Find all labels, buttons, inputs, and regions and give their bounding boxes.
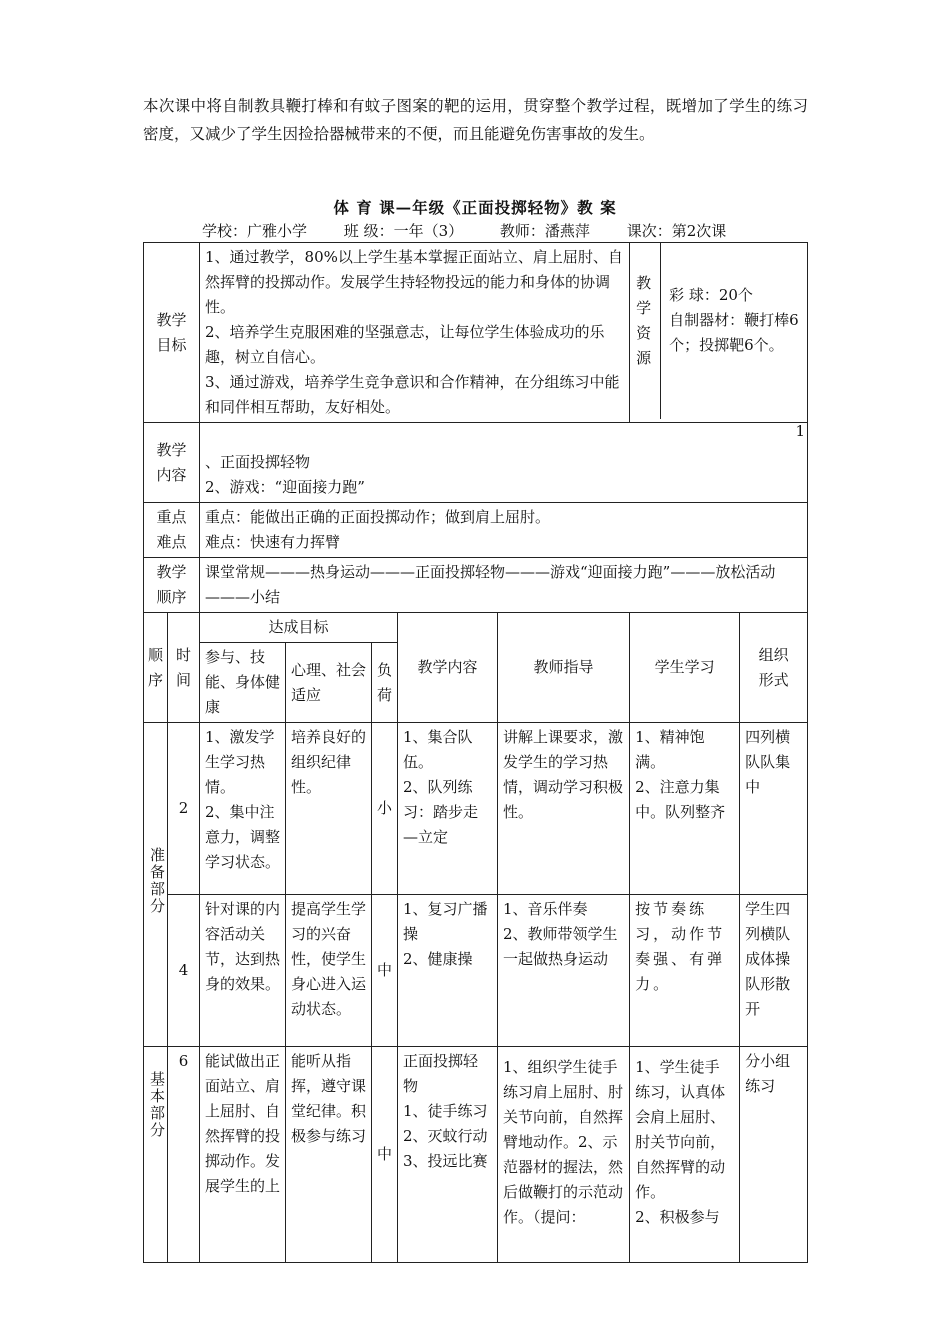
key-label: 重点 难点 [144,503,200,558]
intro-paragraph: 本次课中将自制教具鞭打棒和有蚊子图案的靶的运用，贯穿整个教学过程，既增加了学生的练习密度，又减少了学生因捡拾器械带来的不便，而且能避免伤害事故的发生。 [143,97,808,143]
row-goal1: 能试做出正面站立、肩上屈肘、自然挥臂的投掷动作。发展学生的上 [200,1047,286,1263]
resource-label: 教学资源 [630,243,661,419]
row-org: 学生四列横队成体操队形散开 [740,895,808,1047]
row-content: 1、复习广播操 2、健康操 [398,895,498,1047]
header-goal-group: 达成目标 [200,613,398,643]
row-content: 1、集合队伍。 2、队列练习：踏步走—立定 [398,723,498,895]
row-student: 按节奏练习，动作节奏强、有弹力。 [630,895,740,1047]
header-teacher: 教师指导 [498,613,630,723]
row-student: 1、学生徒手练习，认真体会肩上屈肘、肘关节向前，自然挥臂的动作。 2、积极参与 [630,1047,740,1263]
page-title: 体 育 课—年级《正面投掷轻物》教 案 [333,198,617,217]
key-row [144,503,808,558]
row-goal1: 1、激发学生学习热情。 2、集中注意力，调整学习状态。 [200,723,286,895]
content-text: 、正面投掷轻物 2、游戏：“迎面接力跑” [205,453,365,496]
teacher-info: 教师：潘燕萍 [499,222,590,240]
content-text-cell [200,423,808,503]
row-goal1: 针对课的内容活动关节，达到热身的效果。 [200,895,286,1047]
corner-number: 1 [795,422,806,440]
row-content: 正面投掷轻物 1、徒手练习 2、灭蚊行动 3、投远比赛 [398,1047,498,1263]
row-time: 6 [168,1047,200,1263]
row-teacher: 1、音乐伴奏 2、教师带领学生一起做热身运动 [498,895,630,1047]
row-org: 分小组练习 [740,1047,808,1263]
row-goal2: 培养良好的组织纪律性。 [286,723,372,895]
goals-row [144,243,808,423]
resource-text: 彩 球：20个 自制器材：鞭打棒6个；投掷靶6个。 [669,286,799,354]
school-info: 学校：广雅小学 [202,222,308,240]
table-row [144,723,808,895]
lesson-plan-table [143,242,808,1263]
section-prep-label: 准备部分 [148,846,166,915]
header-student: 学生学习 [630,613,740,723]
content-row [144,423,808,503]
row-time: 4 [168,895,200,1047]
header-content: 教学内容 [398,613,498,723]
header-time: 时间 [168,613,200,723]
header-seq: 顺序 [144,613,168,723]
row-teacher: 1、组织学生徒手练习肩上屈肘、肘关节向前，自然挥臂地动作。2、示范器材的握法，然后做鞭打的示范动作。（提问： [498,1047,630,1263]
row-goal2: 能听从指挥，遵守课堂纪律。积极参与练习 [286,1047,372,1263]
row-goal2: 提高学生学习的兴奋性，使学生身心进入运动状态。 [286,895,372,1047]
table-row [144,895,808,1047]
section-basic-label: 基本部分 [148,1071,166,1139]
order-label: 教学 顺序 [144,558,200,613]
row-student: 1、精神饱满。 2、注意力集中。队列整齐 [630,723,740,895]
order-row [144,558,808,613]
row-load: 中 [372,895,398,1047]
table-row [144,1047,808,1263]
row-org: 四列横队队集中 [740,723,808,895]
row-time: 2 [168,723,200,895]
header-row-1 [144,613,808,643]
row-teacher: 讲解上课要求，激发学生的学习热情，调动学习积极性。 [498,723,630,895]
resource-cell [630,243,808,423]
row-load: 中 [372,1047,398,1263]
header-goal2: 心理、社会适应 [286,643,372,723]
lesson-info [202,220,758,241]
header-load: 负荷 [372,643,398,723]
row-load: 小 [372,723,398,895]
class-info: 班 级：一年（3） [343,222,464,240]
key-text: 重点：能做出正确的正面投掷动作；做到肩上屈肘。 难点：快速有力挥臂 [200,503,808,558]
header-org: 组织形式 [740,613,808,723]
lesson-number: 课次：第2次课 [626,222,727,240]
header-goal1: 参与、技能、身体健康 [200,643,286,723]
order-text: 课堂常规———热身运动———正面投掷轻物———游戏“迎面接力跑”———放松活动———小结 [200,558,808,613]
section-prep [144,723,168,1047]
section-basic [144,1047,168,1263]
content-label: 教学 内容 [144,423,200,503]
goals-label: 教学 目标 [144,243,200,423]
goals-text: 1、通过教学，80%以上学生基本掌握正面站立、肩上屈肘、自然挥臂的投掷动作。发展学生持轻物投远的能力和身体的协调性。 2、培养学生克服困难的坚强意志，让每位学生体验成功的乐趣，树立自信心。 3、通过游戏，培养学生竞争意识和合作精神，在分组练习中能和同伴相互帮助，友好相处。 [200,243,630,423]
